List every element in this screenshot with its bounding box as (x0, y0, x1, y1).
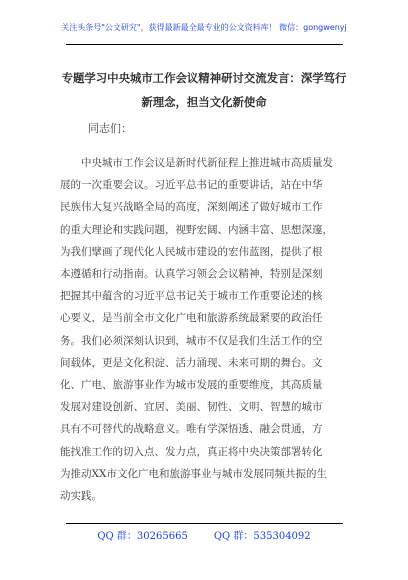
qq-group-link-1[interactable]: QQ 群：30265665 (97, 531, 188, 542)
body-line: 间载体，更是文化积淀、活力涌现、未来可期的舞台。文 (60, 356, 323, 369)
body-line: 心要义，是当前全市文化广电和旅游系统最紧要的政治任 (60, 312, 323, 325)
body-line: 把握其中蕴含的习近平总书记关于城市工作重要论述的核 (60, 290, 323, 303)
document-title-line-1: 专题学习中央城市工作会议精神研讨交流发言：深学笃行 (61, 71, 347, 85)
body-line: 化、广电、旅游事业作为城市发展的重要维度，其高质量 (60, 379, 323, 392)
body-line: 能找准工作的切入点、发力点，真正将中央决策部署转化 (60, 445, 323, 458)
footer-divider (66, 523, 343, 524)
body-line: 为我们擘画了现代化人民城市建设的宏伟蓝图，提供了根 (60, 245, 323, 258)
body-line: 中央城市工作会议是新时代新征程上推进城市高质量发 (60, 157, 333, 169)
header-divider (66, 44, 343, 45)
body-line: 具有不可替代的战略意义。唯有学深悟透、融会贯通，方 (60, 423, 323, 436)
footer-contacts (0, 530, 408, 544)
body-line: 民族伟大复兴战略全局的高度，深刻阐述了做好城市工作 (60, 201, 323, 214)
body-line: 的重大理论和实践问题，视野宏阔、内涵丰富、思想深邃， (60, 223, 333, 236)
body-line: 展的一次重要会议。习近平总书记的重要讲话，站在中华 (60, 179, 323, 192)
body-line: 本遵循和行动指南。认真学习领会会议精神，特别是深刻 (60, 268, 323, 281)
body-line: 动实践。 (60, 490, 102, 503)
header-banner[interactable] (0, 22, 408, 34)
salutation: 同志们： (88, 122, 132, 135)
qq-group-link-2[interactable]: QQ 群：535304092 (213, 531, 311, 542)
document-title-line-2: 新理念，担当文化新使命 (141, 95, 267, 109)
header-banner-text[interactable]: 关注头条号"公文研究"，获得最新最全最专业的公文资料库！ 微信：gongwenyj (61, 23, 347, 32)
document-title (58, 66, 350, 114)
body-line: 为推动XX市文化广电和旅游事业与城市发展同频共振的生 (60, 467, 327, 480)
body-line: 发展对建设创新、宜居、美丽、韧性、文明、智慧的城市 (60, 401, 323, 414)
body-line: 务。我们必须深刻认识到，城市不仅是我们生活工作的空 (60, 334, 323, 347)
body-paragraph (60, 152, 350, 507)
